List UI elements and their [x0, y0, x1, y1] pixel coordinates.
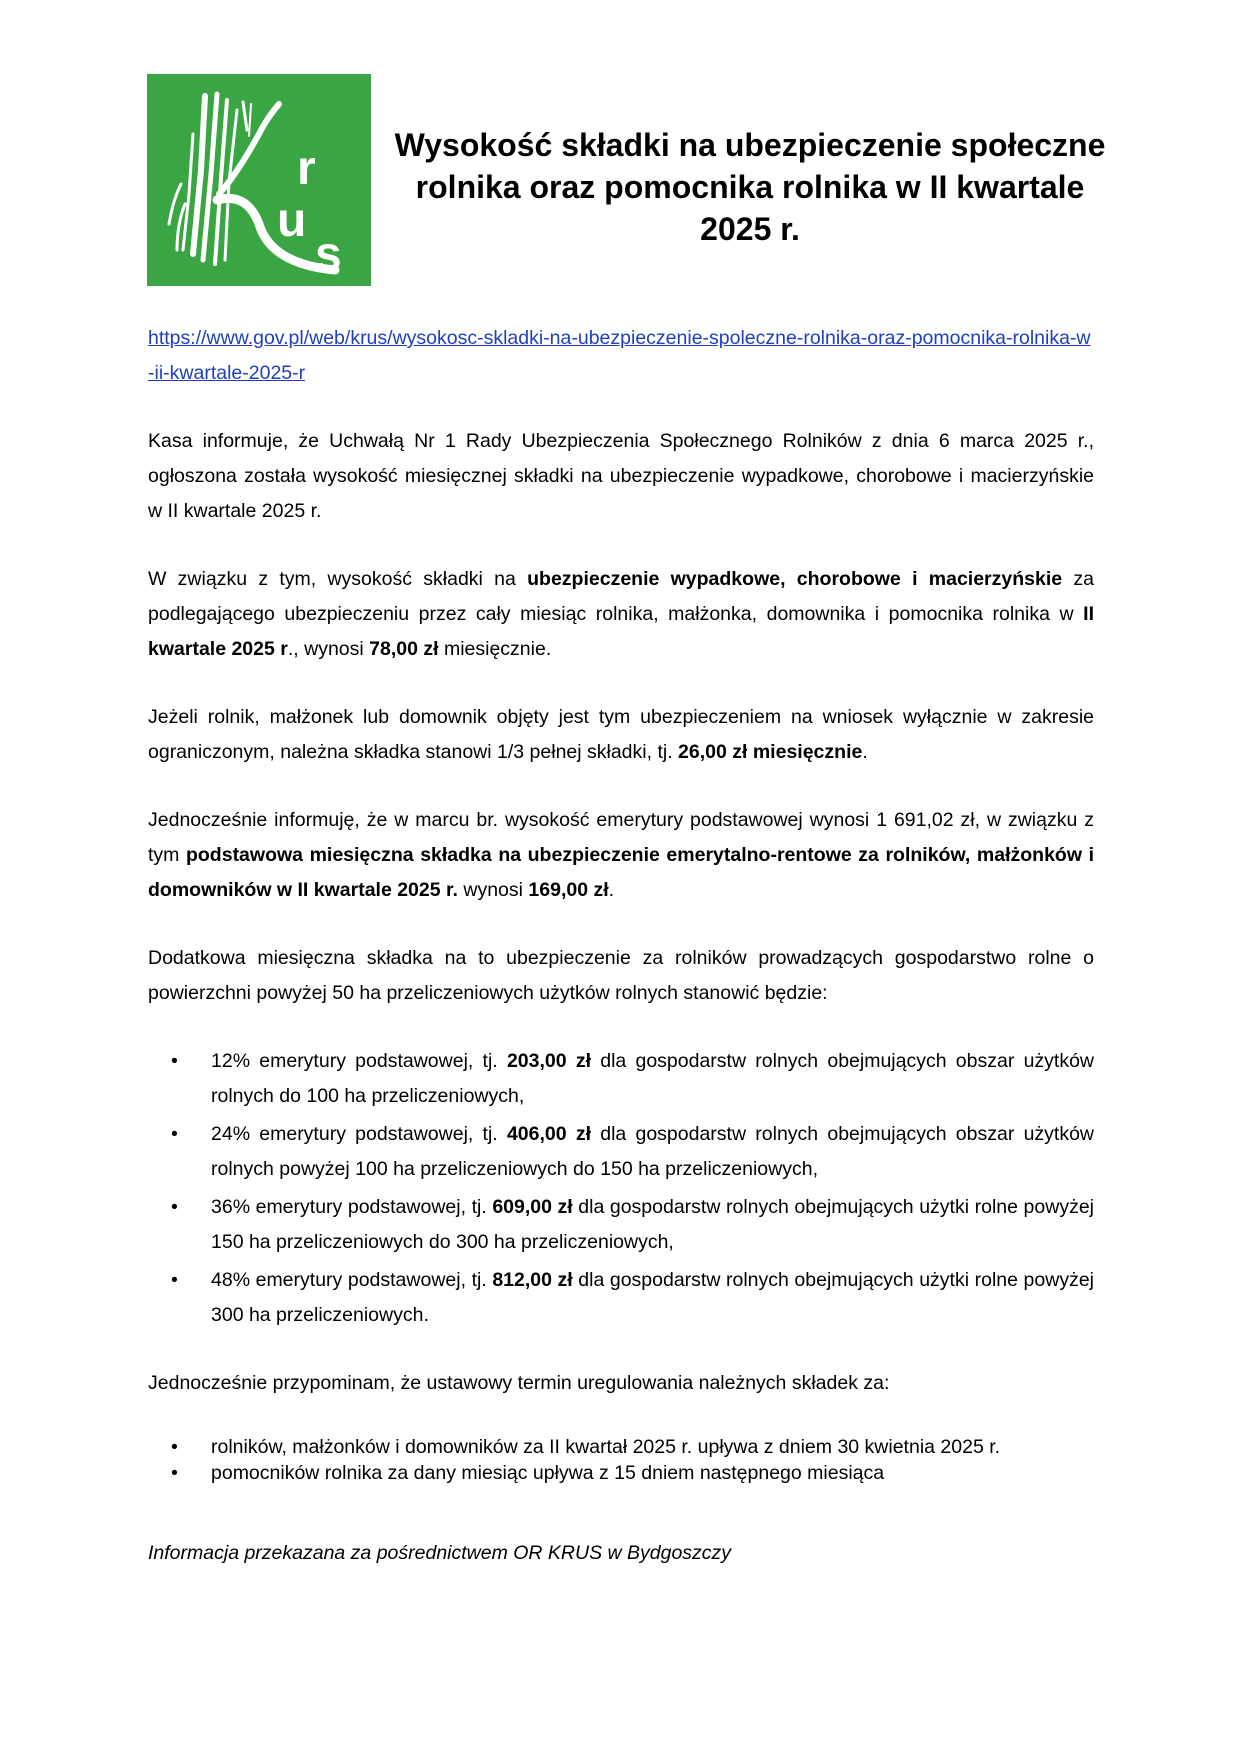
logo-letters: r: [297, 142, 316, 195]
paragraph-additional-fee: Dodatkowa miesięczna składka na to ubezpieczenie za rolników prowadzących gospodarstwo rolne o powierzchni powyżej 50 ha przeliczeniowych użytków rolnych stanowić będzie:: [148, 947, 1094, 1004]
bullet-icon: •: [171, 1462, 178, 1484]
list-item: • 36% emerytury podstawowej, tj. 609,00 zł dla gospodarstw rolnych obejmujących użytki rolne powyżej 150 ha przeliczeniowych do 300 ha przeliczeniowych,: [148, 1190, 1094, 1260]
paragraph-deadlines-intro: Jednocześnie przypominam, że ustawowy termin uregulowania należnych składek za:: [148, 1372, 890, 1394]
svg-text:u: u: [277, 194, 307, 247]
source-link[interactable]: https://www.gov.pl/web/krus/wysokosc-skladki-na-ubezpieczenie-spoleczne-rolnika-oraz-pomocnika-rolnika-w-ii-kwartale-2025-r: [148, 327, 1091, 384]
paragraph-limited-insurance: Jeżeli rolnik, małżonek lub domownik objęty jest tym ubezpieczeniem na wniosek wyłącznie w zakresie ograniczonym, należna składka stanowi 1/3 pełnej składki, tj. 26,00 zł miesięcznie.: [148, 706, 1094, 763]
accident-insurance-amount: 78,00 zł: [369, 638, 439, 660]
bullet-icon: •: [171, 1196, 178, 1218]
limited-insurance-amount: 26,00 zł miesięcznie: [678, 741, 863, 763]
bullet-icon: •: [171, 1269, 178, 1291]
pension-insurance-amount: 169,00 zł: [528, 879, 609, 901]
document-title: Wysokość składki na ubezpieczenie społeczne rolnika oraz pomocnika rolnika w II kwartale 2025 r.: [394, 127, 1106, 247]
deadline-list: [148, 1434, 1094, 1486]
list-item: • 48% emerytury podstawowej, tj. 812,00 zł dla gospodarstw rolnych obejmujących użytki rolne powyżej 300 ha przeliczeniowych.: [148, 1263, 1094, 1333]
list-item: • pomocników rolnika za dany miesiąc upływa z 15 dniem następnego miesiąca: [171, 1462, 885, 1484]
paragraph-pension-insurance: Jednocześnie informuję, że w marcu br. wysokość emerytury podstawowej wynosi 1 691,02 zł, w związku z tym podstawowa miesięczna składka na ubezpieczenie emerytalno-rentowe za rolników, małżonków i domowników w II kwartale 2025 r. wynosi 169,00 zł.: [148, 809, 1094, 901]
svg-text:s: s: [315, 228, 342, 281]
paragraph-announcement: Kasa informuje, że Uchwałą Nr 1 Rady Ubezpieczenia Społecznego Rolników z dnia 6 marca 2025 r., ogłoszona została wysokość miesięcznej składki na ubezpieczenie wypadkowe, chorobowe i macierzyńskie w II kwartale 2025 r.: [148, 430, 1094, 522]
document-body: [148, 321, 1094, 1604]
bullet-icon: •: [171, 1050, 178, 1072]
bullet-icon: •: [171, 1436, 178, 1458]
paragraph-accident-insurance: W związku z tym, wysokość składki na ubezpieczenie wypadkowe, chorobowe i macierzyńskie za podlegającego ubezpieczeniu przez cały miesiąc rolnika, małżonka, domownika i pomocnika rolnika w II kwartale 2025 r., wynosi 78,00 zł miesięcznie.: [148, 568, 1094, 660]
source-link-paragraph: [148, 321, 1094, 391]
list-item: • 24% emerytury podstawowej, tj. 406,00 zł dla gospodarstw rolnych obejmujących obszar użytków rolnych powyżej 100 ha przeliczeniowych do 150 ha przeliczeniowych,: [148, 1117, 1094, 1187]
additional-fee-list: [148, 1044, 1094, 1333]
bullet-icon: •: [171, 1123, 178, 1145]
krus-logo: [147, 74, 371, 286]
list-item: • rolników, małżonków i domowników za II kwartał 2025 r. upływa z dniem 30 kwietnia 2025 r.: [171, 1436, 1001, 1458]
footer-note: Informacja przekazana za pośrednictwem OR KRUS w Bydgoszczy: [148, 1542, 732, 1564]
list-item: • 12% emerytury podstawowej, tj. 203,00 zł dla gospodarstw rolnych obejmujących obszar użytków rolnych do 100 ha przeliczeniowych,: [148, 1044, 1094, 1114]
